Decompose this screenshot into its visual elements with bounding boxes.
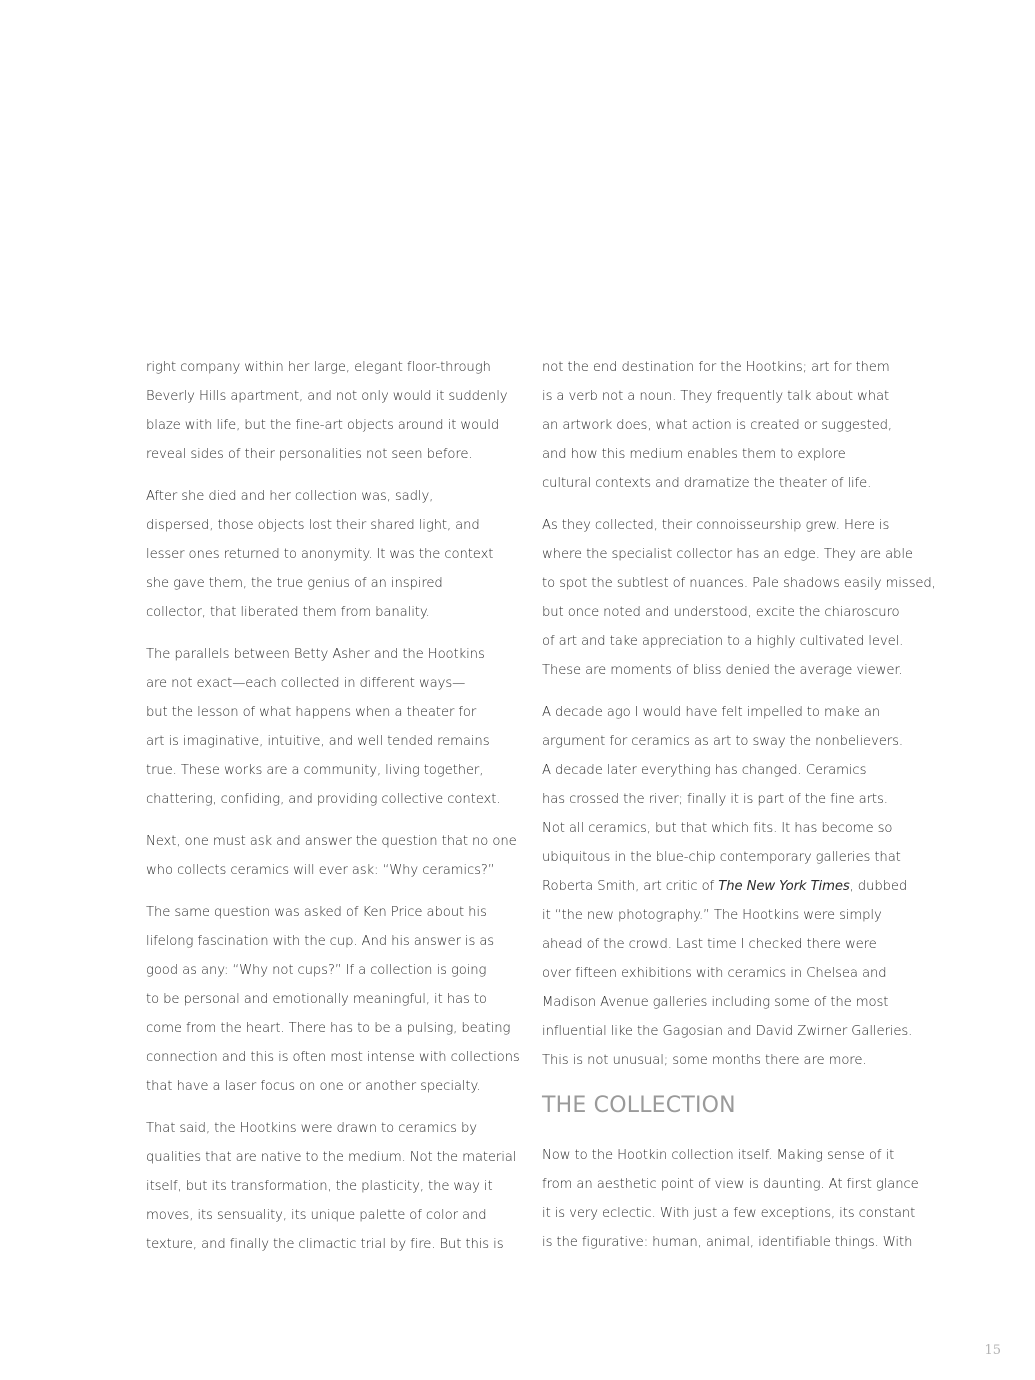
text-line: qualities that are native to the medium. Not the material xyxy=(146,1150,517,1165)
text-line: where the specialist collector has an edge. They are able xyxy=(542,547,913,562)
text-line: This is not unusual; some months there are more. xyxy=(542,1053,867,1068)
text-line: Madison Avenue galleries including some of the most xyxy=(542,995,889,1010)
paragraph xyxy=(146,898,520,1101)
right-column xyxy=(542,353,936,1270)
paragraph xyxy=(542,1141,919,1257)
text-line: The parallels between Betty Asher and the Hootkins xyxy=(146,647,485,662)
text-line: lesser ones returned to anonymity. It was the context xyxy=(146,547,494,562)
text-line: Next, one must ask and answer the question that no one xyxy=(146,834,517,849)
text-line: Not all ceramics, but that which fits. It has become so xyxy=(542,821,893,836)
text-line: reveal sides of their personalities not seen before. xyxy=(146,447,473,462)
text-line: chattering, confiding, and providing collective context. xyxy=(146,792,501,807)
text-line: not the end destination for the Hootkins; art for them xyxy=(542,360,890,375)
text-line: moves, its sensuality, its unique palette of color and xyxy=(146,1208,487,1223)
text-line: argument for ceramics as art to sway the nonbelievers. xyxy=(542,734,903,749)
text-line: lifelong fascination with the cup. And his answer is as xyxy=(146,934,495,949)
text-line: are not exact—each collected in different ways— xyxy=(146,676,466,691)
text-line: ubiquitous in the blue-chip contemporary galleries that xyxy=(542,850,901,865)
paragraph xyxy=(146,1114,516,1259)
text-line: right company within her large, elegant floor-through xyxy=(146,360,491,375)
left-column xyxy=(146,353,520,1272)
paragraph xyxy=(146,482,516,627)
text-line: to spot the subtlest of nuances. Pale shadows easily missed, xyxy=(542,576,936,591)
text-line: who collects ceramics will ever ask: “Why ceramics?” xyxy=(146,863,495,878)
text-line: cultural contexts and dramatize the theater of life. xyxy=(542,476,872,491)
text-line: A decade later everything has changed. Ceramics xyxy=(542,763,867,778)
text-line: influential like the Gagosian and David Zwirner Galleries. xyxy=(542,1024,913,1039)
section-heading: THE COLLECTION xyxy=(542,1093,736,1118)
paragraph xyxy=(146,827,516,885)
text-line: from an aesthetic point of view is daunting. At first glance xyxy=(542,1177,919,1192)
text-line: art is imaginative, intuitive, and well tended remains xyxy=(146,734,490,749)
text-line: That said, the Hootkins were drawn to ceramics by xyxy=(146,1121,477,1136)
publication-title: The New York Times xyxy=(718,879,850,894)
paragraph xyxy=(542,353,914,498)
text-line: blaze with life, but the fine-art objects around it would xyxy=(146,418,500,433)
text-line: These are moments of bliss denied the average viewer. xyxy=(542,663,903,678)
text-line: but the lesson of what happens when a theater for xyxy=(146,705,477,720)
text-line: is a verb not a noun. They frequently talk about what xyxy=(542,389,890,404)
text-line: that have a laser focus on one or another specialty. xyxy=(146,1079,481,1094)
paragraph xyxy=(146,640,516,814)
text-fragment: , dubbed xyxy=(849,879,908,894)
text-line: true. These works are a community, living together, xyxy=(146,763,484,778)
paragraph xyxy=(542,698,914,1075)
text-line: After she died and her collection was, sadly, xyxy=(146,489,434,504)
text-line: an artwork does, what action is created or suggested, xyxy=(542,418,893,433)
text-line: dispersed, those objects lost their shared light, and xyxy=(146,518,480,533)
text-line: it “the new photography.” The Hootkins were simply xyxy=(542,908,882,923)
page-number: 15 xyxy=(984,1343,1001,1358)
text-line: she gave them, the true genius of an inspired xyxy=(146,576,443,591)
text-line: but once noted and understood, excite the chiaroscuro xyxy=(542,605,900,620)
text-line: come from the heart. There has to be a pulsing, beating xyxy=(146,1021,511,1036)
text-line: itself, but its transformation, the plasticity, the way it xyxy=(146,1179,493,1194)
text-line: has crossed the river; finally it is part of the fine arts. xyxy=(542,792,888,807)
text-line: is the figurative: human, animal, identifiable things. With xyxy=(542,1235,913,1250)
text-line: Now to the Hootkin collection itself. Making sense of it xyxy=(542,1148,895,1163)
text-line: collector, that liberated them from banality. xyxy=(146,605,430,620)
paragraph xyxy=(542,511,936,685)
text-line xyxy=(542,872,914,901)
text-line: it is very eclectic. With just a few exceptions, its constant xyxy=(542,1206,916,1221)
text-line: A decade ago I would have felt impelled to make an xyxy=(542,705,881,720)
text-line: texture, and finally the climactic trial by fire. But this is xyxy=(146,1237,504,1252)
paragraph xyxy=(146,353,516,469)
text-line: As they collected, their connoisseurship grew. Here is xyxy=(542,518,890,533)
text-fragment: Roberta Smith, art critic of xyxy=(542,879,719,894)
text-line: over fifteen exhibitions with ceramics in Chelsea and xyxy=(542,966,887,981)
text-line: to be personal and emotionally meaningful, it has to xyxy=(146,992,487,1007)
text-line: Beverly Hills apartment, and not only would it suddenly xyxy=(146,389,508,404)
text-line: good as any: “Why not cups?” If a collection is going xyxy=(146,963,487,978)
text-line: and how this medium enables them to explore xyxy=(542,447,846,462)
text-line: ahead of the crowd. Last time I checked there were xyxy=(542,937,877,952)
text-line: The same question was asked of Ken Price about his xyxy=(146,905,487,920)
text-line: connection and this is often most intense with collections xyxy=(146,1050,520,1065)
text-line: of art and take appreciation to a highly cultivated level. xyxy=(542,634,904,649)
